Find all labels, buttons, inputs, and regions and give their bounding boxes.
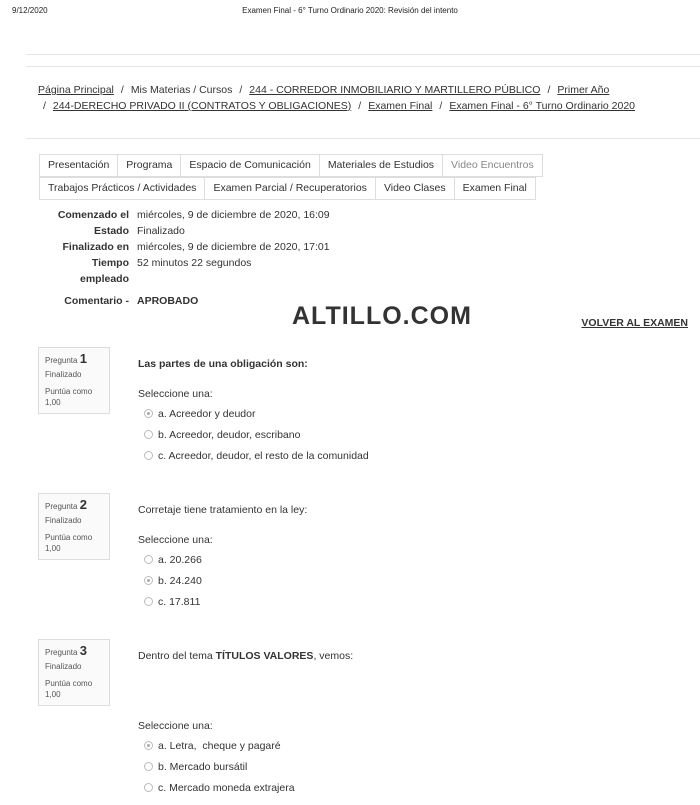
- tab-programa[interactable]: Programa: [117, 154, 181, 177]
- radio-button[interactable]: [144, 409, 153, 418]
- question-score-label: Puntúa como: [45, 533, 93, 542]
- tab-examen-final[interactable]: Examen Final: [454, 177, 536, 200]
- question-state: Finalizado: [45, 662, 82, 671]
- question-score-label: Puntúa como: [45, 387, 93, 396]
- question-text-bold: TÍTULOS VALORES: [215, 650, 314, 662]
- started-label: Comenzado el: [57, 209, 129, 221]
- option-a[interactable]: [138, 403, 369, 424]
- question-text-part: , vemos:: [313, 650, 354, 662]
- comment-label: Comentario -: [64, 295, 129, 307]
- option-b[interactable]: [138, 570, 307, 591]
- attempt-summary: [39, 207, 330, 309]
- option-c[interactable]: [138, 591, 307, 612]
- divider: [26, 54, 700, 55]
- question-label: Pregunta: [45, 648, 78, 657]
- radio-button[interactable]: [144, 783, 153, 792]
- option-label: b. Acreedor, deudor, escribano: [158, 428, 301, 441]
- radio-button[interactable]: [144, 741, 153, 750]
- comment-value: APROBADO: [137, 295, 199, 307]
- option-a[interactable]: [138, 549, 307, 570]
- breadcrumb-exam[interactable]: Examen Final - 6° Turno Ordinario 2020: [449, 100, 636, 112]
- select-prompt: Seleccione una:: [138, 388, 213, 400]
- print-header: [12, 6, 688, 20]
- finished-label: Finalizado en: [62, 241, 129, 253]
- question-text-part: Dentro del tema: [138, 650, 216, 662]
- select-prompt: Seleccione una:: [138, 720, 213, 732]
- time-label-line2: empleado: [79, 273, 129, 285]
- question-state: Finalizado: [45, 370, 82, 379]
- breadcrumb-exam-section[interactable]: Examen Final: [368, 100, 433, 112]
- question-score: 1,00: [45, 398, 61, 407]
- back-to-exam-link[interactable]: VOLVER AL EXAMEN: [581, 317, 688, 329]
- tab-video-encuentros[interactable]: Video Encuentros: [442, 154, 543, 177]
- radio-button[interactable]: [144, 430, 153, 439]
- print-title: Examen Final - 6° Turno Ordinario 2020: Revisión del intento: [242, 6, 458, 15]
- question-1-info: [38, 347, 110, 414]
- time-label-line1: Tiempo: [91, 257, 129, 269]
- question-score-label: Puntúa como: [45, 679, 93, 688]
- finished-value: miércoles, 9 de diciembre de 2020, 17:01: [137, 241, 330, 253]
- option-label: c. Mercado moneda extrajera: [158, 781, 295, 794]
- tab-trabajos-practicos[interactable]: Trabajos Prácticos / Actividades: [39, 177, 205, 200]
- question-2-body: [138, 503, 307, 612]
- question-number: 2: [79, 497, 87, 512]
- question-text: [138, 649, 353, 663]
- time-value: 52 minutos 22 segundos: [137, 257, 252, 269]
- option-label: b. 24.240: [158, 574, 202, 587]
- option-c[interactable]: [138, 777, 353, 798]
- option-label: b. Mercado bursátil: [158, 760, 248, 773]
- question-number: 1: [79, 351, 87, 366]
- option-label: a. 20.266: [158, 553, 202, 566]
- question-score: 1,00: [45, 690, 61, 699]
- option-a[interactable]: [138, 735, 353, 756]
- tab-presentacion[interactable]: Presentación: [39, 154, 118, 177]
- breadcrumb-subject[interactable]: 244-DERECHO PRIVADO II (CONTRATOS Y OBLIGACIONES): [52, 100, 352, 112]
- radio-button[interactable]: [144, 762, 153, 771]
- question-1-body: [138, 357, 369, 466]
- tab-video-clases[interactable]: Video Clases: [375, 177, 455, 200]
- option-b[interactable]: [138, 756, 353, 777]
- tab-materiales[interactable]: Materiales de Estudios: [319, 154, 443, 177]
- breadcrumb: Página Principal / Mis Materias / Cursos / 244 - CORREDOR INMOBILIARIO Y MARTILLERO PÚBLICO / Primer Año / 244-DERECHO PRIVADO II (CONTRATOS Y OBLIGACIONES) / Examen Final / Examen Final - 6° Turno Ordinario 2020: [38, 84, 636, 112]
- question-text: Corretaje tiene tratamiento en la ley:: [138, 504, 308, 516]
- option-label: a. Acreedor y deudor: [158, 407, 256, 420]
- question-state: Finalizado: [45, 516, 82, 525]
- radio-button[interactable]: [144, 451, 153, 460]
- course-tabs: [39, 154, 542, 200]
- question-label: Pregunta: [45, 502, 78, 511]
- breadcrumb-home[interactable]: Página Principal: [38, 84, 114, 96]
- radio-button[interactable]: [144, 555, 153, 564]
- breadcrumb-career[interactable]: 244 - CORREDOR INMOBILIARIO Y MARTILLERO PÚBLICO: [249, 84, 541, 96]
- question-number: 3: [79, 643, 87, 658]
- divider: [26, 66, 700, 67]
- time-label: [39, 255, 137, 287]
- radio-button[interactable]: [144, 576, 153, 585]
- question-label: Pregunta: [45, 356, 78, 365]
- option-label: a. Letra, cheque y pagaré: [158, 739, 281, 752]
- divider: [26, 138, 700, 139]
- radio-button[interactable]: [144, 597, 153, 606]
- option-label: c. 17.811: [158, 595, 201, 608]
- question-3-info: [38, 639, 110, 706]
- question-score: 1,00: [45, 544, 61, 553]
- tab-comunicacion[interactable]: Espacio de Comunicación: [180, 154, 319, 177]
- watermark: ALTILLO.COM: [292, 302, 472, 330]
- started-value: miércoles, 9 de diciembre de 2020, 16:09: [137, 209, 330, 221]
- state-label: Estado: [93, 225, 129, 237]
- question-text: Las partes de una obligación son:: [138, 358, 308, 370]
- option-c[interactable]: [138, 445, 369, 466]
- question-3-body: [138, 649, 353, 798]
- option-label: c. Acreedor, deudor, el resto de la comunidad: [158, 449, 369, 462]
- breadcrumb-courses: Mis Materias / Cursos: [130, 84, 233, 96]
- print-date: 9/12/2020: [12, 6, 48, 15]
- option-b[interactable]: [138, 424, 369, 445]
- state-value: Finalizado: [137, 225, 185, 237]
- question-2-info: [38, 493, 110, 560]
- select-prompt: Seleccione una:: [138, 534, 213, 546]
- breadcrumb-year[interactable]: Primer Año: [557, 84, 610, 96]
- tab-examen-parcial[interactable]: Examen Parcial / Recuperatorios: [204, 177, 376, 200]
